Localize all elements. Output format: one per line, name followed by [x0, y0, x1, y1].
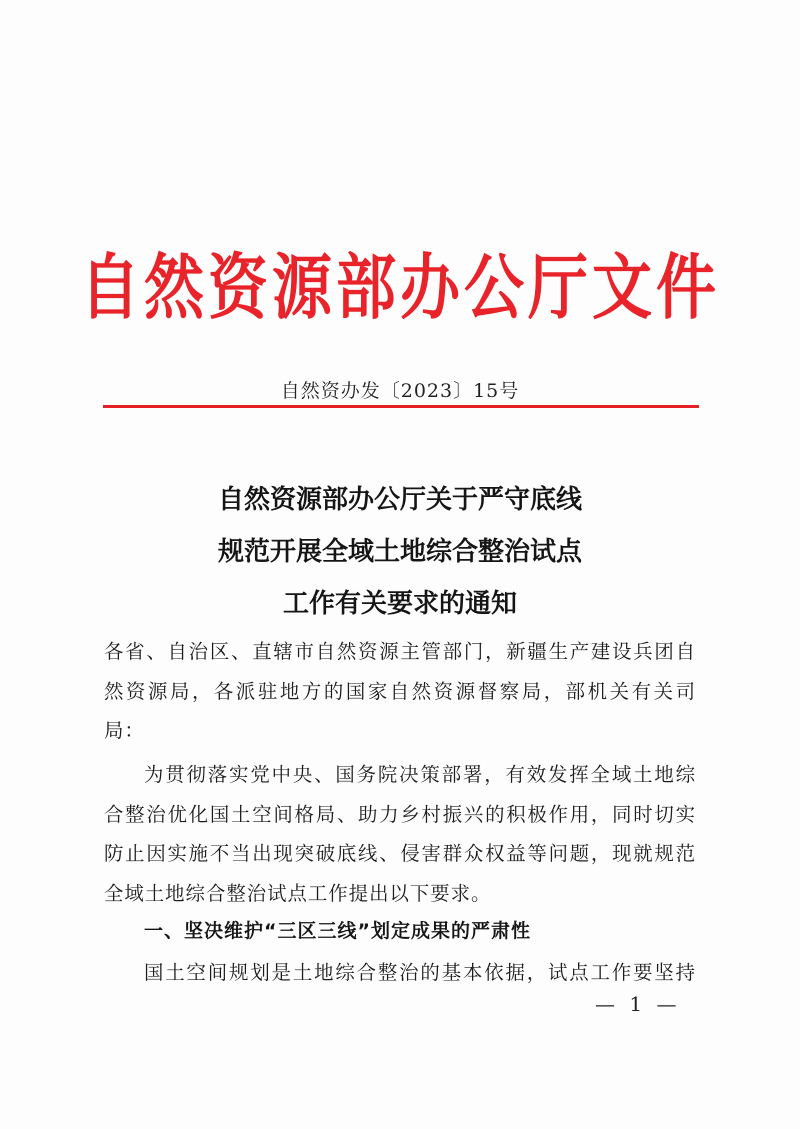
- red-separator-rule: [103, 405, 699, 408]
- section-heading: 一、坚决维护“三区三线”划定成果的严肃性: [144, 920, 531, 942]
- section-paragraph: [104, 953, 696, 993]
- document-number: 自然资办发〔2023〕15号: [280, 380, 520, 402]
- masthead-title: 自然资源部办公厅文件: [80, 247, 720, 330]
- title-line: 自然资源部办公厅关于严守底线: [217, 485, 582, 515]
- intro-line: 为贯彻落实党中央、国务院决策部署，有效发挥全域土地综: [144, 763, 696, 786]
- intro-line: 防止因实施不当出现突破底线、侵害群众权益等问题，现就规范: [104, 842, 696, 865]
- intro-line: 全域土地综合整治试点工作提出以下要求。: [104, 881, 492, 905]
- title-line: 工作有关要求的通知: [282, 589, 517, 619]
- addressee-line: 局：: [104, 719, 145, 742]
- addressee-line: 然资源局，各派驻地方的国家自然资源督察局，部机关有关司: [104, 679, 696, 703]
- page-number: — 1 —: [595, 992, 681, 1016]
- addressee-paragraph: [104, 632, 696, 751]
- addressee-line: 各省、自治区、直辖市自然资源主管部门，新疆生产建设兵团自: [104, 640, 696, 663]
- title-line: 规范开展全域土地综合整治试点: [217, 537, 582, 567]
- notice-title: [0, 474, 800, 630]
- intro-line: 合整治优化国土空间格局、助力乡村振兴的积极作用，同时切实: [104, 802, 696, 826]
- intro-paragraph: [104, 755, 696, 913]
- section-line: 国土空间规划是土地综合整治的基本依据，试点工作要坚持: [144, 961, 696, 984]
